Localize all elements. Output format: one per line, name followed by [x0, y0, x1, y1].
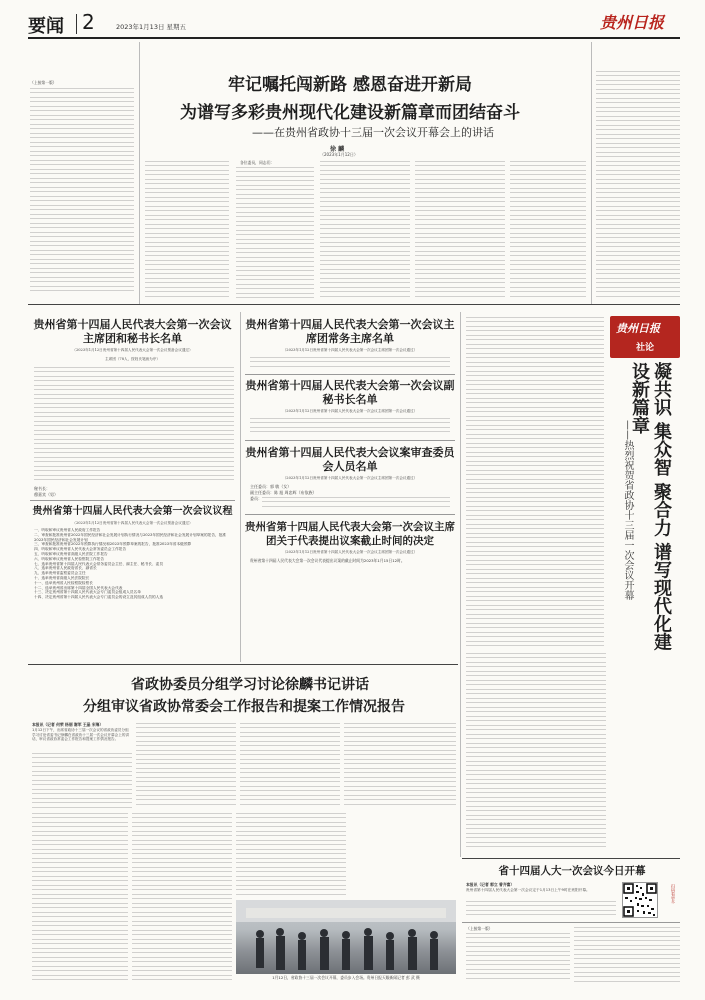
deputy-rule	[245, 440, 455, 441]
agenda-item: 八、选举贵州省人民政府省长、副省长	[34, 566, 97, 571]
lead-col-1	[145, 160, 229, 300]
credentials-members	[262, 496, 450, 508]
cred-chair-name: 郭 敏（女）	[270, 484, 292, 489]
continued-tag: （上接第一版）	[30, 80, 57, 85]
cred-vice-label: 副主任委员：	[250, 490, 274, 495]
commentary-text-b	[466, 652, 606, 850]
lead-col-4	[415, 160, 505, 300]
bottom-col-4	[344, 722, 456, 806]
npc-brief-text	[466, 900, 616, 916]
bottom-headline-1: 省政协委员分组学习讨论徐麟书记讲话	[131, 677, 369, 693]
agenda-item: 十、选举贵州省高级人民法院院长	[34, 575, 90, 580]
npc-lower-tag: （上接第一版）	[466, 926, 493, 931]
masthead-divider	[76, 14, 77, 34]
agenda-item: 十二、选举贵州省出席第十四届全国人民代表大会代表	[34, 585, 123, 590]
qr-code-icon	[623, 883, 657, 917]
agenda-item: 六、听取和审议贵州省人民检察院工作报告	[34, 556, 105, 561]
presidium-list-title: 贵州省第十四届人民代表大会第一次会议主席团和秘书长名单	[33, 318, 232, 345]
commentary-title: 凝共识 集众智 聚合力 谱写现代化建设新篇章	[629, 362, 672, 651]
deadline-body: 贵州省第十四届人民代表大会第一次会议代表提出议案的截止时间为2023年1月15日12时。	[250, 558, 405, 563]
agenda-item: 九、选举贵州省监察委员会主任	[34, 571, 86, 576]
lead-col-5	[510, 160, 586, 300]
deadline-title: 贵州省第十四届人民代表大会第一次会议主席团关于代表提出议案截止时间的决定	[245, 521, 455, 547]
agenda-item: 五、听取和审议贵州省高级人民法院工作报告	[34, 551, 108, 556]
presidium-head: 主席团（78人，按姓氏笔画为序）	[105, 357, 160, 361]
agenda-item: 二、审查和批准贵州省2022年国民经济和社会发展计划执行情况与2023年国民经济和社会发展计划草案的报告，批准2023年国民经济和社会发展计划	[34, 532, 227, 542]
bottom-headline-2: 分组审议省政协常委会工作报告和提案工作情况报告	[83, 699, 405, 715]
agenda-title: 贵州省第十四届人民代表大会第一次会议议程	[32, 506, 233, 517]
commentary-label: 社论	[636, 343, 655, 353]
lead-opening: 各位委员，同志们：	[240, 160, 275, 165]
lead-col-3	[320, 160, 410, 300]
photo-figures	[236, 900, 456, 974]
top-section-rule	[28, 304, 680, 305]
bottom-col-1	[32, 752, 132, 808]
issue-date: 2023年1月13日 星期五	[116, 23, 187, 31]
npc-lower-text-2	[574, 926, 680, 982]
npc-brief-lead: 贵州省第十四届人民代表大会第一次会议定于1月13日上午9时在贵阳开幕。	[466, 888, 590, 892]
section-label: 要闻	[28, 16, 64, 37]
standing-note: （2023年1月12日贵州省第十四届人民代表大会第一次会议主席团第一次会议通过）	[282, 348, 418, 352]
commentary-subtitle: ——热烈祝贺省政协十三届一次会议开幕	[622, 420, 633, 600]
agenda-item: 七、选举贵州省第十四届人民代表大会常务委员会主任、副主任、秘书长、委员	[34, 561, 164, 566]
agenda-item: 三、审查和批准贵州省2022年预算执行情况和2023年预算草案的报告，批准2023年省本级预算	[34, 542, 192, 547]
bottom-story-rule	[28, 664, 458, 665]
lead-subheading: ——在贵州省政协十三届一次会议开幕会上的讲话	[252, 126, 494, 139]
credentials-title: 贵州省第十四届人民代表大会议案审查委员会人员名单	[245, 446, 455, 473]
bottom-col-3	[240, 722, 340, 806]
cred-chair-label: 主任委员：	[250, 484, 270, 489]
secretary-general-name: 穆嘉宾（男）	[34, 492, 58, 497]
credentials-members-label: 委员：	[250, 496, 262, 501]
presidium-list-note: （2023年1月12日贵州省第十四届人民代表大会第一次会议预备会议通过）	[72, 348, 193, 352]
presidium-names	[34, 366, 234, 484]
standing-title: 贵州省第十四届人民代表大会第一次会议主席团常务主席名单	[245, 318, 455, 345]
qr-caption: 扫码看更多	[671, 884, 676, 904]
agenda-item: 十一、选举贵州省人民检察院检察长	[34, 580, 93, 585]
npc-brief-rule	[462, 858, 680, 859]
credentials-rule	[245, 514, 455, 515]
masthead-rule	[28, 37, 680, 39]
lead-author: 徐 麟	[330, 146, 345, 153]
right-col-divider	[591, 42, 592, 304]
secretary-general-label: 秘书长：	[34, 486, 50, 491]
lead-date-line: （2023年1月12日）	[320, 152, 358, 157]
commentary-divider	[460, 312, 461, 857]
paper-logo: 贵州日报	[600, 13, 665, 32]
photo-caption: 1月12日，省政协十三届一次会议开幕，委员步入会场。贵州日报天眼新闻记者 彭 武 摄	[272, 975, 420, 980]
npc-brief-headline: 省十四届人大一次会议今日开幕	[498, 865, 646, 877]
agenda-list	[34, 528, 234, 660]
npc-brief-byline: 本报讯（记者 郭立 曾齐富）	[466, 882, 515, 887]
npc-lower-rule	[462, 922, 680, 923]
bottom-col-2	[136, 722, 236, 806]
bottom-lower-col-3	[236, 812, 346, 896]
deputy-names	[250, 417, 450, 435]
agenda-note: （2023年1月12日贵州省第十四届人民代表大会第一次会议预备会议通过）	[72, 521, 193, 525]
standing-rule	[245, 374, 455, 375]
notices-mid-divider	[240, 312, 241, 662]
standing-names	[250, 356, 450, 368]
agenda-item: 四、听取和审议贵州省人民代表大会常务委员会工作报告	[34, 547, 127, 552]
qr-code[interactable]	[622, 882, 658, 918]
cred-vice-names: 陈 旭 周忠辉（布依族）	[274, 490, 317, 495]
deputy-note: （2023年1月12日贵州省第十四届人民代表大会第一次会议主席团第一次会议通过）	[282, 409, 418, 413]
commentary-text-a	[466, 316, 604, 648]
lead-headline-1: 牢记嘱托闯新路 感恩奋进开新局	[228, 75, 472, 95]
agenda-item: 一、听取和审议贵州省人民政府工作报告	[34, 528, 101, 532]
page-number: 2	[82, 10, 95, 34]
agenda-top-rule	[30, 500, 235, 501]
deputy-title: 贵州省第十四届人民代表大会第一次会议副秘书长名单	[245, 379, 455, 406]
right-column-text	[596, 70, 680, 300]
lead-headline-2: 为谱写多彩贵州现代化建设新篇章而团结奋斗	[180, 103, 520, 123]
bottom-byline: 本报讯（记者 何荣 杨丽 谢军 王晶 宋瑞）	[32, 722, 104, 727]
agenda-item: 十四、决定贵州省第十四届人民代表大会专门委员会的设立及其组成人员的人选	[34, 595, 164, 600]
credentials-note: （2023年1月12日贵州省第十四届人民代表大会第一次会议主席团第一次会议通过）	[282, 476, 418, 480]
left-col-divider	[139, 42, 140, 304]
assembly-photo	[236, 900, 456, 974]
lead-col-2	[236, 166, 314, 300]
agenda-item: 十三、决定贵州省第十四届人民代表大会专门委员会组成人员名单	[34, 590, 141, 595]
commentary-paper-name: 贵州日报	[616, 322, 660, 335]
npc-lower-text-1	[466, 932, 570, 982]
bottom-lower-col-2	[132, 812, 232, 980]
deadline-note: （2023年1月12日贵州省第十四届人民代表大会第一次会议主席团第一次会议通过）	[282, 550, 418, 554]
bottom-lower-col-1	[32, 812, 128, 980]
left-column-text	[30, 87, 134, 293]
bottom-body-opening: 1月12日下午，出席省政协十三届一次会议的省政协委员分组学习讨论省委书记徐麟在省政协十三届一次会议开幕会上的讲话，审议省政协常委会工作报告和提案工作情况报告。	[32, 728, 130, 742]
